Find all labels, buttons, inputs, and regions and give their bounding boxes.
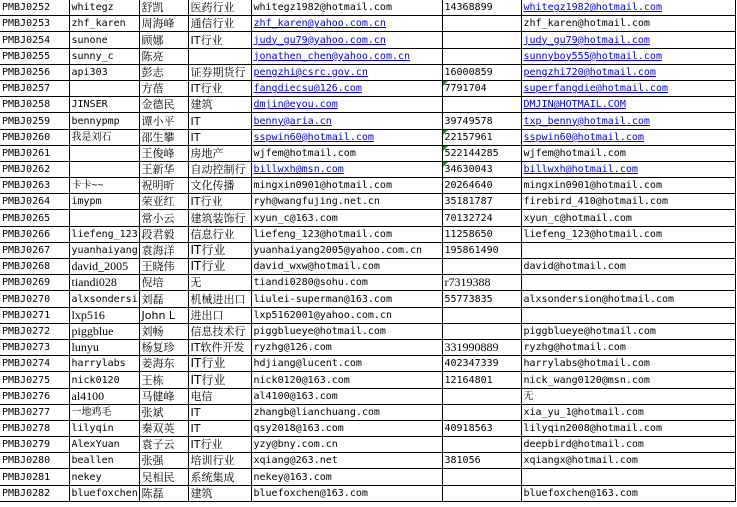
cell-email[interactable]: yuanhaiyang2005@yahoo.com.cn	[251, 242, 442, 258]
table-row[interactable]	[0, 356, 735, 372]
cell-email[interactable]: nick0120@163.com	[251, 372, 442, 388]
cell-email2[interactable]	[521, 242, 735, 258]
cell-industry[interactable]: 通信行业	[188, 16, 251, 32]
cell-industry[interactable]: 自动控制行	[188, 161, 251, 177]
cell-email[interactable]: wjfem@hotmail.com	[251, 145, 442, 161]
cell-email2[interactable]: txp_benny@hotmail.com	[521, 113, 735, 129]
cell-industry[interactable]: IT行业	[188, 80, 251, 96]
cell-id[interactable]: PMBJ0254	[0, 32, 69, 48]
cell-email[interactable]: tiandi0280@sohu.com	[251, 275, 442, 291]
cell-name[interactable]: 刘磊	[139, 291, 188, 307]
cell-user[interactable]: zhf_karen	[69, 16, 139, 32]
cell-email[interactable]: lxp5162001@yahoo.com.cn	[251, 307, 442, 323]
cell-id[interactable]: PMBJ0273	[0, 339, 69, 355]
cell-phone[interactable]: r7319388	[442, 275, 521, 291]
cell-industry[interactable]: 机械进出口	[188, 291, 251, 307]
cell-industry[interactable]: 信息行业	[188, 226, 251, 242]
cell-industry[interactable]: IT行业	[188, 32, 251, 48]
table-row[interactable]	[0, 113, 735, 129]
cell-name[interactable]: 谭小平	[139, 113, 188, 129]
cell-id[interactable]: PMBJ0269	[0, 275, 69, 291]
cell-user[interactable]: piggblue	[69, 323, 139, 339]
cell-phone[interactable]: 331990889	[442, 339, 521, 355]
cell-email[interactable]: piggblueye@hotmail.com	[251, 323, 442, 339]
cell-phone[interactable]	[442, 437, 521, 453]
cell-email2[interactable]: zhf_karen@hotmail.com	[521, 16, 735, 32]
cell-user[interactable]: yuanhaiyang	[69, 242, 139, 258]
cell-phone[interactable]	[442, 32, 521, 48]
cell-user[interactable]	[69, 210, 139, 226]
cell-id[interactable]: PMBJ0272	[0, 323, 69, 339]
cell-name[interactable]: 袁海洋	[139, 242, 188, 258]
cell-user[interactable]: bluefoxchen	[69, 485, 139, 501]
cell-user[interactable]: whitegz	[69, 0, 139, 16]
cell-email[interactable]: david_wxw@hotmail.com	[251, 259, 442, 275]
cell-industry[interactable]: 电信	[188, 388, 251, 404]
table-row[interactable]	[0, 437, 735, 453]
cell-phone[interactable]: 20264640	[442, 178, 521, 194]
cell-email2[interactable]: whitegz1982@hotmail.com	[521, 0, 735, 16]
cell-user[interactable]: nick0120	[69, 372, 139, 388]
cell-email2[interactable]: mingxin0901@hotmail.com	[521, 178, 735, 194]
cell-phone[interactable]	[442, 388, 521, 404]
cell-email[interactable]: whitegz1982@hotmail.com	[251, 0, 442, 16]
cell-id[interactable]: PMBJ0270	[0, 291, 69, 307]
cell-id[interactable]: PMBJ0252	[0, 0, 69, 16]
cell-industry[interactable]: IT	[188, 129, 251, 145]
cell-phone[interactable]: 402347339	[442, 356, 521, 372]
cell-name[interactable]: 方蓓	[139, 80, 188, 96]
cell-email[interactable]: billwxh@msn.com	[251, 161, 442, 177]
cell-industry[interactable]: IT行业	[188, 259, 251, 275]
cell-phone[interactable]	[442, 16, 521, 32]
cell-email[interactable]: mingxin0901@hotmail.com	[251, 178, 442, 194]
cell-name[interactable]: 金德民	[139, 97, 188, 113]
cell-email2[interactable]: piggblueye@hotmail.com	[521, 323, 735, 339]
cell-email2[interactable]: judy_gu79@hotmail.com	[521, 32, 735, 48]
cell-phone[interactable]: 55773835	[442, 291, 521, 307]
cell-user[interactable]: 一地鸡毛	[69, 404, 139, 420]
cell-email2[interactable]: firebird_410@hotmail.com	[521, 194, 735, 210]
cell-user[interactable]: liefeng_123	[69, 226, 139, 242]
cell-user[interactable]: tiandi028	[69, 275, 139, 291]
cell-name[interactable]: 秦双英	[139, 420, 188, 436]
cell-email[interactable]: ryh@wangfujing.net.cn	[251, 194, 442, 210]
table-row[interactable]	[0, 323, 735, 339]
cell-phone[interactable]: 39749578	[442, 113, 521, 129]
table-row[interactable]	[0, 64, 735, 80]
cell-email2[interactable]	[521, 307, 735, 323]
cell-id[interactable]: PMBJ0262	[0, 161, 69, 177]
cell-email2[interactable]: xqiangx@hotmail.com	[521, 453, 735, 469]
cell-email[interactable]: jonathen_chen@yahoo.com.cn	[251, 48, 442, 64]
cell-phone[interactable]: 195861490	[442, 242, 521, 258]
cell-email[interactable]: xyun_c@163.com	[251, 210, 442, 226]
table-row[interactable]	[0, 16, 735, 32]
cell-email2[interactable]: sunnyboy555@hotmail.com	[521, 48, 735, 64]
cell-id[interactable]: PMBJ0258	[0, 97, 69, 113]
cell-email[interactable]: liulei-superman@163.com	[251, 291, 442, 307]
cell-name[interactable]: 邵生攀	[139, 129, 188, 145]
table-row[interactable]	[0, 453, 735, 469]
cell-id[interactable]: PMBJ0255	[0, 48, 69, 64]
table-row[interactable]	[0, 307, 735, 323]
table-row[interactable]	[0, 469, 735, 485]
cell-user[interactable]: JINSER	[69, 97, 139, 113]
cell-email2[interactable]: bluefoxchen@163.com	[521, 485, 735, 501]
cell-email2[interactable]: xia_yu_1@hotmail.com	[521, 404, 735, 420]
cell-email2[interactable]: 无	[521, 388, 735, 404]
cell-email[interactable]: benny@aria.cn	[251, 113, 442, 129]
cell-email2[interactable]: DMJIN@HOTMAIL.COM	[521, 97, 735, 113]
cell-email2[interactable]: superfangdie@hotmail.com	[521, 80, 735, 96]
table-row[interactable]	[0, 404, 735, 420]
cell-name[interactable]: 袁子云	[139, 437, 188, 453]
cell-id[interactable]: PMBJ0275	[0, 372, 69, 388]
cell-id[interactable]: PMBJ0281	[0, 469, 69, 485]
cell-id[interactable]: PMBJ0274	[0, 356, 69, 372]
cell-id[interactable]: PMBJ0280	[0, 453, 69, 469]
table-row[interactable]	[0, 0, 735, 16]
cell-industry[interactable]: IT行业	[188, 242, 251, 258]
cell-name[interactable]: 荣亚红	[139, 194, 188, 210]
cell-email2[interactable]: harrylabs@hotmail.com	[521, 356, 735, 372]
cell-id[interactable]: PMBJ0256	[0, 64, 69, 80]
cell-phone[interactable]	[442, 323, 521, 339]
cell-name[interactable]: 周海峰	[139, 16, 188, 32]
table-row[interactable]	[0, 388, 735, 404]
cell-user[interactable]: 我是刘石	[69, 129, 139, 145]
cell-email2[interactable]: david@hotmail.com	[521, 259, 735, 275]
cell-email[interactable]: qsy2018@163.com	[251, 420, 442, 436]
cell-id[interactable]: PMBJ0277	[0, 404, 69, 420]
cell-name[interactable]: 顾娜	[139, 32, 188, 48]
cell-name[interactable]: 陈磊	[139, 485, 188, 501]
cell-user[interactable]: harrylabs	[69, 356, 139, 372]
table-row[interactable]	[0, 194, 735, 210]
cell-name[interactable]: John L	[139, 307, 188, 323]
cell-id[interactable]: PMBJ0260	[0, 129, 69, 145]
cell-user[interactable]: imypm	[69, 194, 139, 210]
cell-phone[interactable]	[442, 307, 521, 323]
cell-name[interactable]: 张强	[139, 453, 188, 469]
table-row[interactable]	[0, 259, 735, 275]
cell-name[interactable]: 姜海东	[139, 356, 188, 372]
table-row[interactable]	[0, 48, 735, 64]
cell-phone[interactable]: 14368899	[442, 0, 521, 16]
cell-email2[interactable]: lilyqin2008@hotmail.com	[521, 420, 735, 436]
cell-id[interactable]: PMBJ0266	[0, 226, 69, 242]
cell-email2[interactable]: liefeng_123@hotmail.com	[521, 226, 735, 242]
cell-phone[interactable]	[442, 404, 521, 420]
cell-name[interactable]: 倪培	[139, 275, 188, 291]
table-row[interactable]	[0, 226, 735, 242]
cell-email[interactable]: liefeng_123@hotmail.com	[251, 226, 442, 242]
cell-phone[interactable]: 522144285	[442, 145, 521, 161]
cell-phone[interactable]: 35181787	[442, 194, 521, 210]
cell-id[interactable]: PMBJ0261	[0, 145, 69, 161]
cell-email[interactable]: hdjiang@lucent.com	[251, 356, 442, 372]
table-row[interactable]	[0, 129, 735, 145]
cell-phone[interactable]	[442, 485, 521, 501]
cell-phone[interactable]	[442, 48, 521, 64]
cell-industry[interactable]: 建筑装饰行	[188, 210, 251, 226]
cell-name[interactable]: 常小云	[139, 210, 188, 226]
cell-user[interactable]: sunny_c	[69, 48, 139, 64]
cell-phone[interactable]: 34630043	[442, 161, 521, 177]
cell-industry[interactable]: 信息技术行	[188, 323, 251, 339]
cell-email2[interactable]: sspwin60@hotmail.com	[521, 129, 735, 145]
cell-id[interactable]: PMBJ0276	[0, 388, 69, 404]
cell-user[interactable]: lilyqin	[69, 420, 139, 436]
table-row[interactable]	[0, 145, 735, 161]
cell-industry[interactable]	[188, 48, 251, 64]
cell-industry[interactable]: IT行业	[188, 194, 251, 210]
cell-name[interactable]: 马健峰	[139, 388, 188, 404]
cell-industry[interactable]: 建筑	[188, 97, 251, 113]
cell-industry[interactable]: IT	[188, 113, 251, 129]
table-row[interactable]	[0, 372, 735, 388]
cell-industry[interactable]: IT行业	[188, 437, 251, 453]
cell-user[interactable]: AlexYuan	[69, 437, 139, 453]
table-row[interactable]	[0, 97, 735, 113]
cell-industry[interactable]: 文化传播	[188, 178, 251, 194]
cell-user[interactable]: api303	[69, 64, 139, 80]
cell-user[interactable]: lunyu	[69, 339, 139, 355]
cell-phone[interactable]: 16000859	[442, 64, 521, 80]
cell-user[interactable]	[69, 145, 139, 161]
cell-phone[interactable]	[442, 469, 521, 485]
cell-id[interactable]: PMBJ0263	[0, 178, 69, 194]
cell-name[interactable]: 刘畅	[139, 323, 188, 339]
cell-user[interactable]: david_2005	[69, 259, 139, 275]
cell-id[interactable]: PMBJ0257	[0, 80, 69, 96]
cell-industry[interactable]: IT软件开发	[188, 339, 251, 355]
cell-id[interactable]: PMBJ0271	[0, 307, 69, 323]
cell-email[interactable]: fangdiecsu@126.com	[251, 80, 442, 96]
table-row[interactable]	[0, 291, 735, 307]
cell-phone[interactable]: 70132724	[442, 210, 521, 226]
cell-industry[interactable]: 系统集成	[188, 469, 251, 485]
cell-industry[interactable]: IT	[188, 404, 251, 420]
cell-id[interactable]: PMBJ0279	[0, 437, 69, 453]
cell-email2[interactable]: pengzhi720@hotmail.com	[521, 64, 735, 80]
cell-industry[interactable]: 培训行业	[188, 453, 251, 469]
cell-email2[interactable]: alxsondersion@hotmail.com	[521, 291, 735, 307]
cell-id[interactable]: PMBJ0265	[0, 210, 69, 226]
cell-phone[interactable]: 7791704	[442, 80, 521, 96]
table-row[interactable]	[0, 32, 735, 48]
cell-industry[interactable]: IT行业	[188, 372, 251, 388]
cell-user[interactable]	[69, 80, 139, 96]
cell-user[interactable]: alxsondersi	[69, 291, 139, 307]
table-row[interactable]	[0, 178, 735, 194]
table-row[interactable]	[0, 210, 735, 226]
cell-email[interactable]: sspwin60@hotmail.com	[251, 129, 442, 145]
cell-industry[interactable]: 建筑	[188, 485, 251, 501]
cell-id[interactable]: PMBJ0267	[0, 242, 69, 258]
cell-name[interactable]: 吴相民	[139, 469, 188, 485]
cell-phone[interactable]: 11258650	[442, 226, 521, 242]
cell-email[interactable]: nekey@163.com	[251, 469, 442, 485]
table-row[interactable]	[0, 339, 735, 355]
cell-email2[interactable]: xyun_c@hotmail.com	[521, 210, 735, 226]
cell-name[interactable]: 王栋	[139, 372, 188, 388]
cell-email[interactable]: judy_gu79@yahoo.com.cn	[251, 32, 442, 48]
cell-email2[interactable]: billwxh@hotmail.com	[521, 161, 735, 177]
cell-phone[interactable]	[442, 97, 521, 113]
table-row[interactable]	[0, 80, 735, 96]
cell-industry[interactable]: 房地产	[188, 145, 251, 161]
cell-email2[interactable]	[521, 275, 735, 291]
cell-name[interactable]: 王新华	[139, 161, 188, 177]
cell-name[interactable]: 彭志	[139, 64, 188, 80]
cell-id[interactable]: PMBJ0253	[0, 16, 69, 32]
cell-name[interactable]: 王俊峰	[139, 145, 188, 161]
cell-user[interactable]: beallen	[69, 453, 139, 469]
cell-id[interactable]: PMBJ0259	[0, 113, 69, 129]
table-row[interactable]	[0, 485, 735, 501]
cell-user[interactable]: nekey	[69, 469, 139, 485]
cell-phone[interactable]: 12164801	[442, 372, 521, 388]
table-row[interactable]	[0, 161, 735, 177]
cell-user[interactable]: al4100	[69, 388, 139, 404]
table-row[interactable]	[0, 420, 735, 436]
cell-user[interactable]	[69, 161, 139, 177]
cell-email2[interactable]: wjfem@hotmail.com	[521, 145, 735, 161]
cell-id[interactable]: PMBJ0278	[0, 420, 69, 436]
cell-id[interactable]: PMBJ0282	[0, 485, 69, 501]
cell-email[interactable]: xqiang@263.net	[251, 453, 442, 469]
cell-name[interactable]: 杨复珍	[139, 339, 188, 355]
cell-email[interactable]: al4100@163.com	[251, 388, 442, 404]
cell-id[interactable]: PMBJ0268	[0, 259, 69, 275]
cell-email[interactable]: yzy@bny.com.cn	[251, 437, 442, 453]
cell-email2[interactable]: ryzhg@hotmail.com	[521, 339, 735, 355]
cell-name[interactable]: 张斌	[139, 404, 188, 420]
table-row[interactable]	[0, 242, 735, 258]
cell-email[interactable]: dmjin@eyou.com	[251, 97, 442, 113]
cell-phone[interactable]: 381056	[442, 453, 521, 469]
cell-email[interactable]: bluefoxchen@163.com	[251, 485, 442, 501]
cell-user[interactable]: sunone	[69, 32, 139, 48]
cell-user[interactable]: 卡卡~~	[69, 178, 139, 194]
cell-email[interactable]: pengzhi@csrc.gov.cn	[251, 64, 442, 80]
cell-phone[interactable]	[442, 259, 521, 275]
cell-industry[interactable]: 无	[188, 275, 251, 291]
cell-industry[interactable]: IT行业	[188, 356, 251, 372]
cell-id[interactable]: PMBJ0264	[0, 194, 69, 210]
cell-name[interactable]: 王晓伟	[139, 259, 188, 275]
cell-email2[interactable]: nick_wang0120@msn.com	[521, 372, 735, 388]
cell-email[interactable]: zhangb@lianchuang.com	[251, 404, 442, 420]
cell-user[interactable]: bennypmp	[69, 113, 139, 129]
cell-industry[interactable]: 证券期货行	[188, 64, 251, 80]
table-row[interactable]	[0, 275, 735, 291]
cell-user[interactable]: lxp516	[69, 307, 139, 323]
cell-name[interactable]: 舒凯	[139, 0, 188, 16]
cell-phone[interactable]: 22157961	[442, 129, 521, 145]
cell-name[interactable]: 祝明昕	[139, 178, 188, 194]
cell-industry[interactable]: 医药行业	[188, 0, 251, 16]
cell-name[interactable]: 陈亮	[139, 48, 188, 64]
cell-email2[interactable]	[521, 469, 735, 485]
cell-name[interactable]: 段君毅	[139, 226, 188, 242]
cell-email[interactable]: zhf_karen@yahoo.com.cn	[251, 16, 442, 32]
cell-phone[interactable]: 40918563	[442, 420, 521, 436]
cell-email[interactable]: ryzhg@126.com	[251, 339, 442, 355]
cell-industry[interactable]: 进出口	[188, 307, 251, 323]
cell-email2[interactable]: deepbird@hotmail.com	[521, 437, 735, 453]
cell-industry[interactable]: IT	[188, 420, 251, 436]
